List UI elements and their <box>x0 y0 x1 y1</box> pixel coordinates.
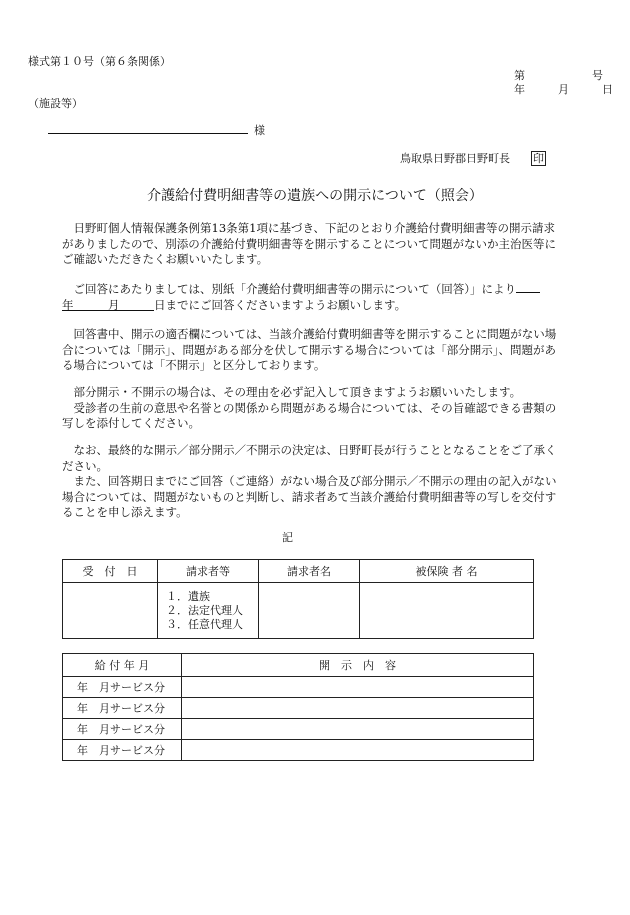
number-suffix: 号 <box>592 69 603 82</box>
cell-disclosure-content[interactable] <box>182 740 534 761</box>
addressee-suffix: 様 <box>254 124 265 137</box>
number-prefix: 第 <box>514 69 525 82</box>
cell-disclosure-content[interactable] <box>182 719 534 740</box>
paragraph-2-text <box>62 282 562 313</box>
date-day: 日 <box>602 83 613 96</box>
paragraph-1-text: 日野町個人情報保護条例第13条第1項に基づき、下記のとおり介護給付費明細書等の開示請求がありましたので、別添の介護給付費明細書等を開示することについて問題がないか主治医等にご確認いただきたくお願いいたします。 <box>62 221 557 266</box>
disclosure-row <box>63 677 534 698</box>
paragraph-3 <box>62 327 562 374</box>
disclosure-row <box>63 698 534 719</box>
paragraph-4 <box>62 385 562 432</box>
seal-stamp: 印 <box>533 152 544 165</box>
paragraph-7-text: また、回答期日までにご回答（ご連絡）がない場合及び部分開示／不開示の理由の記入がない場合については、問題がないものと判断し、請求者あて当該介護給付費明細書等の写しを交付することを申し添えます。 <box>62 474 557 519</box>
issuer <box>400 151 546 166</box>
request-table-header <box>63 560 534 583</box>
disclosure-row <box>63 719 534 740</box>
date-year: 年 <box>514 83 525 96</box>
cell-service-month: 年 月サービス分 <box>63 719 182 740</box>
option-bereaved-family[interactable]: １．遺族 <box>166 589 210 603</box>
header-requester-type: 請求者等 <box>158 560 259 583</box>
option-legal-representative[interactable]: ２．法定代理人 <box>166 603 243 617</box>
paragraph-6-text: なお、最終的な開示／部分開示／不開示の決定は、日野町長が行うこととなることをご了承ください。 <box>62 443 557 473</box>
header-requester-name: 請求者名 <box>259 560 360 583</box>
reply-month: 月 <box>108 297 120 312</box>
header-disclosure-content: 開 示 内 容 <box>182 654 534 677</box>
cell-disclosure-content[interactable] <box>182 677 534 698</box>
cell-service-month: 年 月サービス分 <box>63 698 182 719</box>
date-line <box>514 83 613 97</box>
facility-label: （施設等） <box>28 97 83 110</box>
paragraph-1 <box>62 221 562 268</box>
document-title: 介護給付費明細書等の遺族への開示について（照会） <box>147 188 483 204</box>
paragraph-2-a: ご回答にあたりましては、別紙「介護給付費明細書等の開示について（回答）」により <box>73 282 517 296</box>
reply-year: 年 <box>62 297 74 312</box>
disclosure-row <box>63 740 534 761</box>
paragraph-3-text: 回答書中、開示の適否欄については、当該介護給付費明細書等を開示することに問題がない場合については「開示」、問題がある部分を伏して開示する場合については「部分開示」、問題がある場合については「不開示」と区分しております。 <box>62 327 557 372</box>
header-insured-name: 被保険 者 名 <box>360 560 534 583</box>
cell-requester-name[interactable] <box>259 583 360 639</box>
date-month: 月 <box>558 83 569 96</box>
paragraph-2 <box>62 282 562 313</box>
issuer-name: 鳥取県日野郡日野町長 <box>400 152 510 165</box>
document-number-line <box>514 69 603 83</box>
form-number: 様式第１０号（第６条関係） <box>28 55 171 68</box>
disclosure-table <box>62 653 534 761</box>
paragraph-6 <box>62 443 562 521</box>
addressee-line <box>48 133 248 134</box>
ki-label: 記 <box>282 531 293 544</box>
cell-service-month: 年 月サービス分 <box>63 677 182 698</box>
paragraph-2-b: 日までにご回答くださいますようお願いします。 <box>154 297 407 312</box>
request-table <box>62 559 534 639</box>
header-benefit-month: 給 付 年 月 <box>63 654 182 677</box>
disclosure-table-header <box>63 654 534 677</box>
option-voluntary-representative[interactable]: ３．任意代理人 <box>166 617 243 631</box>
paragraph-4-text: 部分開示・不開示の場合は、その理由を必ず記入して頂きますようお願いいたします。 <box>73 385 522 399</box>
paragraph-5-text: 受診者の生前の意思や名誉との関係から問題がある場合については、その旨確認できる書類の写しを添付してください。 <box>62 400 557 430</box>
cell-disclosure-content[interactable] <box>182 698 534 719</box>
cell-insured-name[interactable] <box>360 583 534 639</box>
request-table-row <box>63 583 534 639</box>
cell-requester-options <box>158 583 259 639</box>
cell-reception-date[interactable] <box>63 583 158 639</box>
cell-service-month: 年 月サービス分 <box>63 740 182 761</box>
header-reception-date: 受 付 日 <box>63 560 158 583</box>
